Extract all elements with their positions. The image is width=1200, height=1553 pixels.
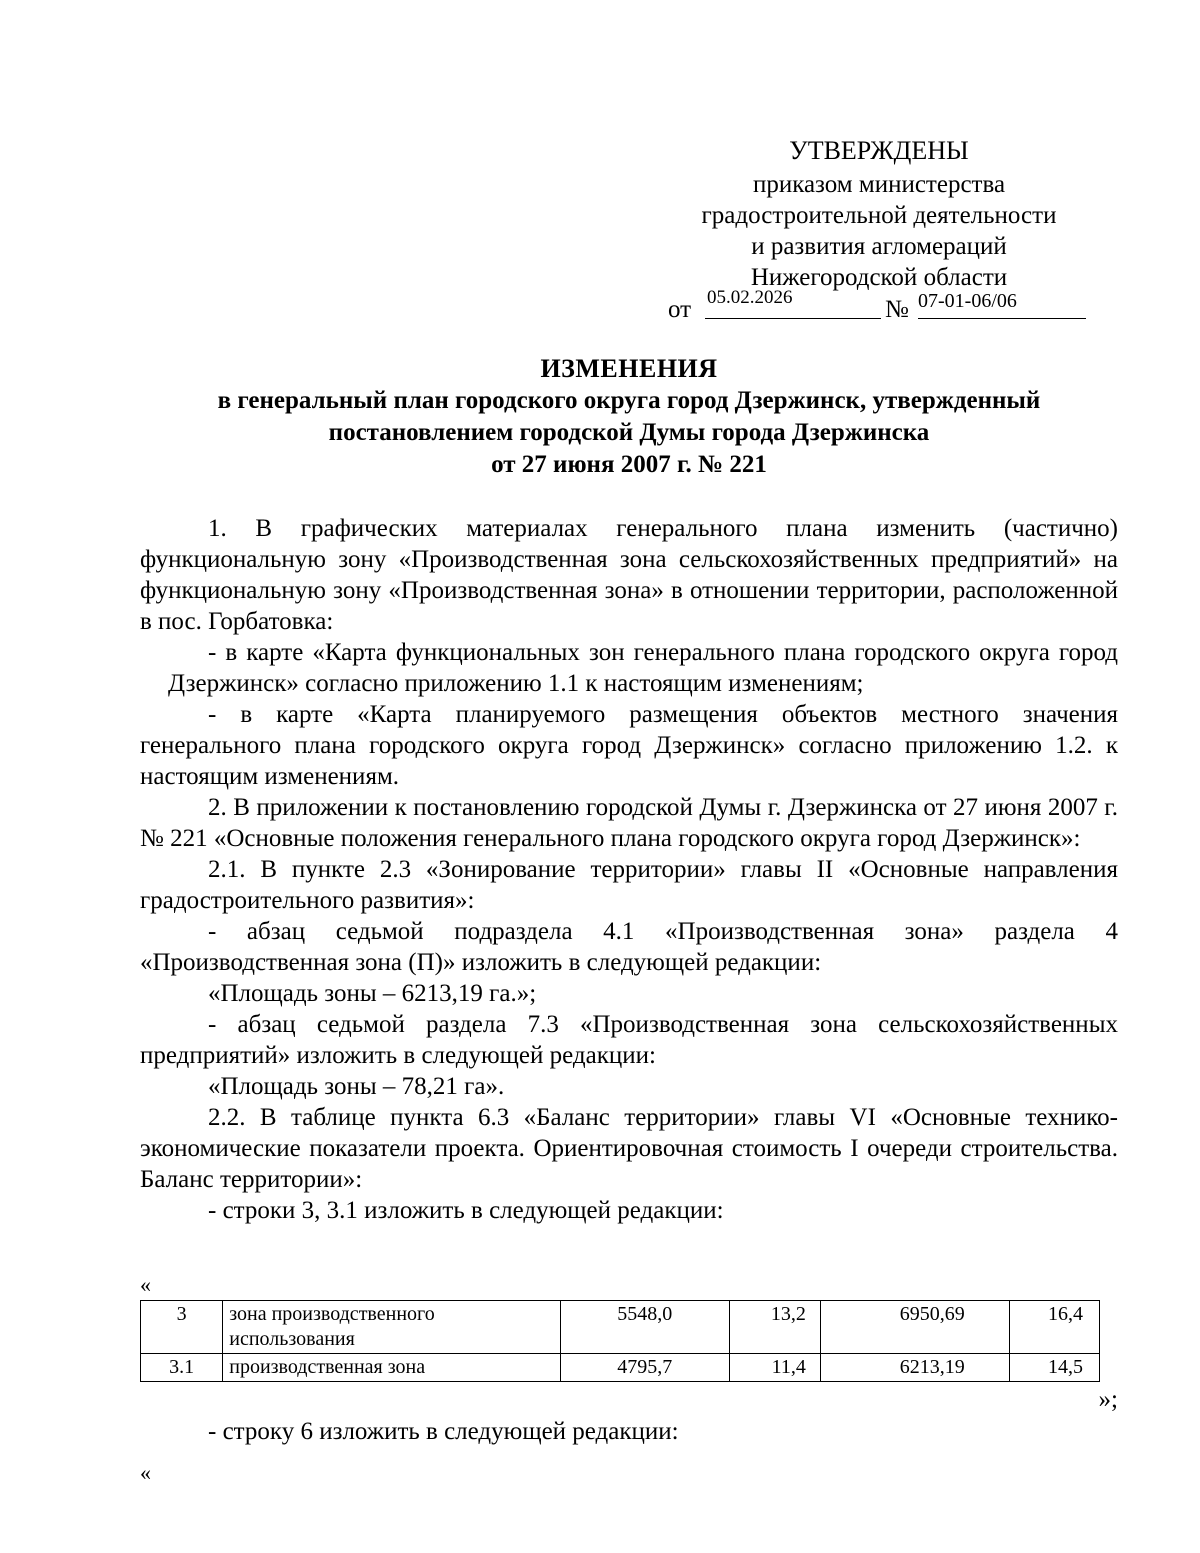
document-heading [140, 353, 1118, 481]
approval-line: Нижегородской области [750, 264, 1008, 291]
heading-line: постановлением городской Думы города Дзержинска [328, 419, 930, 446]
row6-instruction: - строку 6 изложить в следующей редакции: [208, 1418, 679, 1445]
table-row [141, 1301, 1100, 1354]
row-percent-planned: 16,4 [1009, 1301, 1099, 1354]
row-name: производственная зона [223, 1354, 560, 1382]
row-percent-planned: 14,5 [1009, 1354, 1099, 1382]
approval-date: 05.02.2026 [707, 287, 793, 308]
quote-open: « [140, 1272, 151, 1297]
approval-number: 07-01-06/06 [918, 290, 1017, 312]
approval-number-field [918, 288, 1086, 319]
paragraph: - строки 3, 3.1 изложить в следующей редакции: [208, 1197, 724, 1224]
paragraph: «Площадь зоны – 78,21 га». [208, 1073, 505, 1100]
approval-block [640, 135, 1118, 293]
document-body [140, 513, 1118, 1226]
row-number: 3.1 [141, 1354, 223, 1382]
row-name: зона производственного использования [223, 1301, 560, 1354]
row-value-planned: 6213,19 [820, 1354, 1009, 1382]
paragraph: 1. В графических материалах генерального плана изменить (частично) функциональную зону «Производственная зона сельскохозяйственных предприятий» на функциональную зону «Производственная зона» в отношении территории, расположенной в пос. Горбатовка: [140, 515, 1118, 635]
paragraph: 2. В приложении к постановлению городской Думы г. Дзержинска от 27 июня 2007 г. № 221 «Основные положения генерального плана городского округа город Дзержинск»: [140, 794, 1118, 852]
approval-line: градостроительной деятельности [701, 202, 1057, 229]
row-percent-existing: 11,4 [729, 1354, 820, 1382]
approval-date-row [668, 288, 1088, 324]
heading-title: ИЗМЕНЕНИЯ [540, 354, 718, 383]
row-percent-existing: 13,2 [729, 1301, 820, 1354]
approval-date-field [705, 288, 881, 319]
row-value-existing: 5548,0 [560, 1301, 729, 1354]
quote-close: »; [1098, 1386, 1118, 1413]
quote-open-2: « [140, 1460, 151, 1485]
heading-line: от 27 июня 2007 г. № 221 [491, 451, 767, 478]
table-row [141, 1354, 1100, 1382]
paragraph: - абзац седьмой подраздела 4.1 «Производственная зона» раздела 4 «Производственная зона (П)» изложить в следующей редакции: [140, 918, 1118, 976]
row-value-existing: 4795,7 [560, 1354, 729, 1382]
approval-line: приказом министерства [752, 171, 1006, 198]
row-value-planned: 6950,69 [820, 1301, 1009, 1354]
paragraph: 2.2. В таблице пункта 6.3 «Баланс территории» главы VI «Основные технико-экономические показатели проекта. Ориентировочная стоимость I очереди строительства. Баланс территории»: [140, 1104, 1118, 1193]
balance-table [140, 1300, 1100, 1382]
row-number: 3 [141, 1301, 223, 1354]
heading-line: в генеральный план городского округа город Дзержинск, утвержденный [217, 387, 1041, 414]
paragraph: - абзац седьмой раздела 7.3 «Производственная зона сельскохозяйственных предприятий» изложить в следующей редакции: [140, 1011, 1118, 1069]
paragraph: 2.1. В пункте 2.3 «Зонирование территории» главы II «Основные направления градостроительного развития»: [140, 856, 1118, 914]
approval-line: и развития агломераций [751, 233, 1007, 260]
approval-title: УТВЕРЖДЕНЫ [789, 136, 969, 165]
paragraph: - в карте «Карта функциональных зон генерального плана городского округа город Дзержинск» согласно приложению 1.1 к настоящим изменениям; [168, 639, 1118, 697]
number-prefix: № [885, 296, 909, 323]
paragraph: - в карте «Карта планируемого размещения объектов местного значения генерального плана городского округа город Дзержинск» согласно приложению 1.2. к настоящим изменениям. [140, 701, 1118, 790]
paragraph: «Площадь зоны – 6213,19 га.»; [208, 980, 537, 1007]
date-prefix: от [668, 296, 692, 323]
